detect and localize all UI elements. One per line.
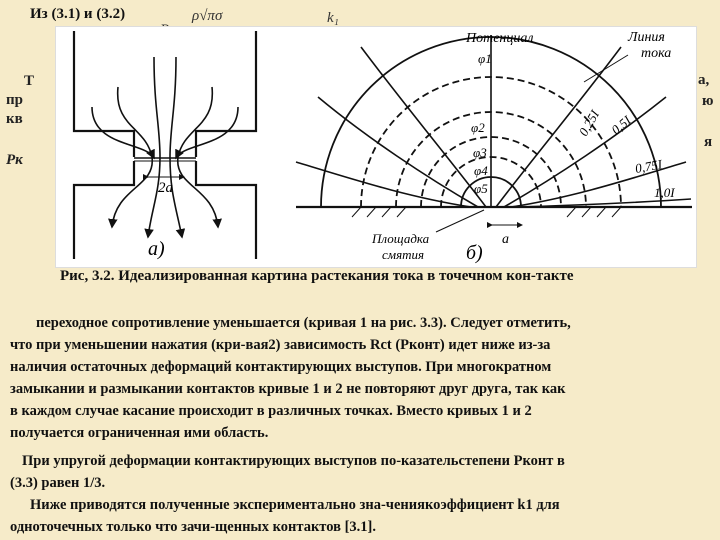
radius-label: a (502, 232, 509, 247)
formula-expression: ρ√πσ (192, 8, 223, 24)
figure-caption: Рис, 3.2. Идеализированная картина растекания тока в точечном кон-такте (60, 268, 574, 284)
current-fraction-05: 0,5I (608, 112, 634, 138)
phi-2-label: φ2 (471, 120, 485, 135)
section-heading: Из (3.1) и (3.2) (30, 6, 126, 22)
bg-text-fragment-6: ю (702, 93, 714, 109)
pad-label-1: Площадка (372, 231, 430, 246)
paragraph-2-line-1: При упругой деформации контактирующих выступов по-казательстепени Рконт в (22, 453, 565, 469)
paragraph-1-line-4: замыкании и размыкании контактов кривые 1 и 2 не повторяют друг друга, так как (10, 381, 566, 397)
current-fraction-025: 0,25I (575, 107, 603, 139)
paragraph-3-line-2: одноточечных только что зачи-щенных контактов [3.1]. (10, 519, 376, 535)
paragraph-1-line-5: в каждом случае касание происходит в различных точках. Вместо кривых 1 и 2 (10, 403, 532, 419)
contact-width-label: 2a (158, 180, 173, 196)
bg-text-fragment-2: пр (6, 92, 23, 108)
phi-3-label: φ3 (473, 145, 487, 160)
phi-5-label: φ5 (474, 181, 488, 196)
current-fraction-10: 1,0I (654, 185, 675, 200)
bg-text-fragment-1: Т (24, 73, 35, 89)
paragraph-3 (10, 494, 710, 538)
current-line-label-1: Линия (628, 30, 665, 45)
current-fraction-075: 0,75I (633, 156, 664, 176)
part-b-label: б) (466, 242, 483, 264)
figure-3-2 (55, 26, 697, 268)
current-lines-b (296, 35, 691, 207)
paragraph-1-line-2: что при уменьшении нажатия (кри-вая2) зависимость Rct (Рконт) идет ниже из-за (10, 337, 551, 353)
figure-drawing (56, 27, 696, 267)
bg-text-fragment-7: я (704, 134, 713, 150)
paragraph-3-line-1: Ниже приводятся полученные экспериментально зна-чениякоэффициент k1 для (30, 497, 560, 513)
paragraph-1-line-3: наличия остаточных деформаций контактирующих выступов. При многократном (10, 359, 552, 375)
bg-text-fragment-5: а, (698, 72, 710, 88)
part-a-label: а) (148, 238, 165, 260)
pad-label-2: смятия (382, 247, 425, 262)
phi-4-label: φ4 (474, 163, 488, 178)
current-line-label-2: тока (641, 46, 672, 61)
paragraph-2 (10, 450, 710, 494)
bg-text-fragment-3: кв (6, 111, 23, 127)
current-flow-lines (92, 57, 238, 237)
paragraph-1 (10, 312, 710, 444)
paragraph-1-line-1: переходное сопротивление уменьшается (кривая 1 на рис. 3.3). Следует отметить, (36, 315, 571, 331)
potential-label: Потенциал (466, 31, 534, 46)
paragraph-1-line-6: получается ограниченная ими область. (10, 425, 269, 441)
contact-bodies-diagram (74, 31, 256, 259)
phi-1-label: φ1 (478, 51, 492, 66)
bg-text-fragment-4: Рк (6, 152, 23, 168)
paragraph-2-line-2: (3.3) равен 1/3. (10, 475, 106, 491)
formula-k: k₁ (327, 10, 339, 26)
